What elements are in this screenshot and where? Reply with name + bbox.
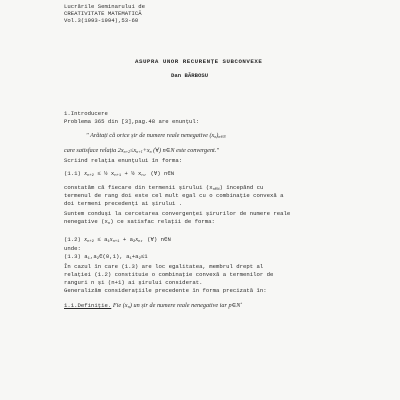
paragraph-line: relației (1.2) constituie o combinație convexă a termenilor de [64, 271, 274, 278]
paragraph-line: nenegative (xn) ce satisfac relații de forma: [64, 218, 215, 226]
paragraph-line: ranguri n și (n+1) ai șirului considerat. [64, 279, 203, 286]
quote-line-2: care satisface relația 2xn+2≤xn+1+xn (∀) n∈N este convergent." [64, 147, 219, 154]
paragraph-line: Suntem conduși la cercetarea convergenței șirurilor de numere reale [64, 210, 291, 217]
paragraph-line: Generalizăm considerațiile precedente în forma precizată în: [64, 287, 267, 294]
equation-1-3: (1.3) a1,a2∈(0,1), a1+a2≤1 [64, 253, 148, 261]
journal-volume: Vol.3(1993-1994),53-60 [64, 17, 139, 24]
equation-1-1: (1.1) xn+2 ≤ ½ xn+1 + ½ xn, (∀) n∈N [64, 170, 175, 178]
paragraph-line: În cazul în care (1.3) are loc egalitatea, membrul drept al [64, 263, 264, 270]
unde-label: unde: [64, 245, 81, 252]
problem-intro: Problema 365 din [3],pag.48 are enunțul: [64, 118, 200, 125]
rewrite-sentence: Scriind relația enunțului în forma: [64, 157, 183, 164]
paper-author: Dan BĂRBOSU [171, 72, 209, 79]
section-heading: 1.Introducere [64, 110, 108, 117]
journal-series: CREATIVITATE MATEMATICĂ [64, 10, 142, 17]
definition-line: 1.1.Definiție. Fie (xn) un șir de numere reale nenegative iar p∈N* [64, 302, 243, 310]
journal-name: Lucrările Seminarului de [64, 3, 146, 10]
paragraph-line: doi termeni precedenți ai șirului . [64, 200, 183, 207]
paper-title: ASUPRA UNOR RECURENȚE SUBCONVEXE [135, 58, 263, 65]
equation-1-2: (1.2) xn+2 ≤ a1xn+1 + a2xn, (∀) n∈N [64, 236, 171, 244]
quote-line-1: " Arătați că orice șir de numere reale nenegative (xn)n∈N [86, 132, 226, 139]
paragraph-line: termenul de rang doi este cel mult egal cu o combinație convexă a [64, 192, 284, 199]
paragraph-line: constatăm că fiecare din termenii șirului (xn∈N) începând cu [64, 184, 264, 192]
